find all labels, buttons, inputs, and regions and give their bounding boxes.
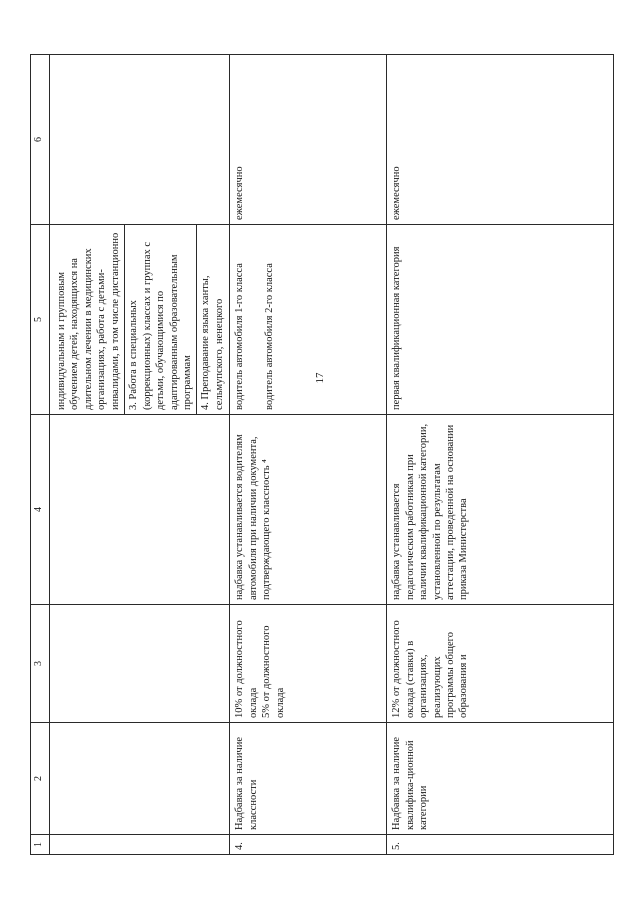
criteria-item: индивидуальным и групповым обучением детей, находящихся на длительном лечении в медицинских организациях, работа с детьми-инвалидами, в том числе дистанционно [55,225,125,414]
table-row [387,55,614,855]
criteria-item: 4. Преподавание языка ханты, сельмупского, ненецкого [200,275,225,410]
row-number: 4. [230,835,387,855]
periodicity-cell: ежемесячно [230,55,387,225]
header-cell: 1 [31,835,50,855]
conditions-cell [230,415,387,605]
amount-item: 12% от должностного оклада (ставки) в организациях, реализующих программы общего образования и [391,620,470,718]
criteria-cell [387,225,614,415]
header-cell: 6 [31,55,50,225]
condition-text: надбавка устанавливается педагогическим работникам при наличии квалификационной категории, установленной по результатам аттестации, проведенной на основании приказа Министерства [391,423,470,600]
criteria-item: водитель автомобиля 1-го класса [234,263,246,410]
criteria-cell [50,225,230,415]
rotated-table-container [30,55,575,855]
criteria-cell [230,225,387,415]
amount-cell [230,605,387,723]
allowance-name: Надбавка за наличие квалифика-ционной категории [387,723,614,835]
empty-cell [50,835,230,855]
continuation-row [50,55,230,855]
header-cell: 5 [31,225,50,415]
criteria-item: первая квалификационная категория [391,246,403,410]
page-number: 17 [314,372,326,384]
empty-cell [50,723,230,835]
conditions-cell [387,415,614,605]
amount-cell [387,605,614,723]
header-row [31,55,50,855]
table-row [230,55,387,855]
periodicity-cell: ежемесячно [387,55,614,225]
empty-cell [50,55,230,225]
empty-cell [50,415,230,605]
header-cell: 4 [31,415,50,605]
header-cell: 2 [31,723,50,835]
criteria-item: водитель автомобиля 2-го класса [263,263,275,410]
row-number: 5. [387,835,614,855]
header-cell: 3 [31,605,50,723]
empty-cell [50,605,230,723]
amount-item: 5% от должностного оклада [261,625,286,718]
allowances-table [30,54,614,855]
criteria-item: 3. Работа в специальных (коррекционных) классах и группах с детьми, обучающимися по адаптированным образовательным программам [127,225,197,414]
allowance-name: Надбавка за наличие классности [230,723,387,835]
amount-item: 10% от должностного оклада [234,620,259,718]
condition-text: надбавка устанавливается водителям автомобиля при наличии документа, подтверждающего классность ⁴ [234,434,273,600]
